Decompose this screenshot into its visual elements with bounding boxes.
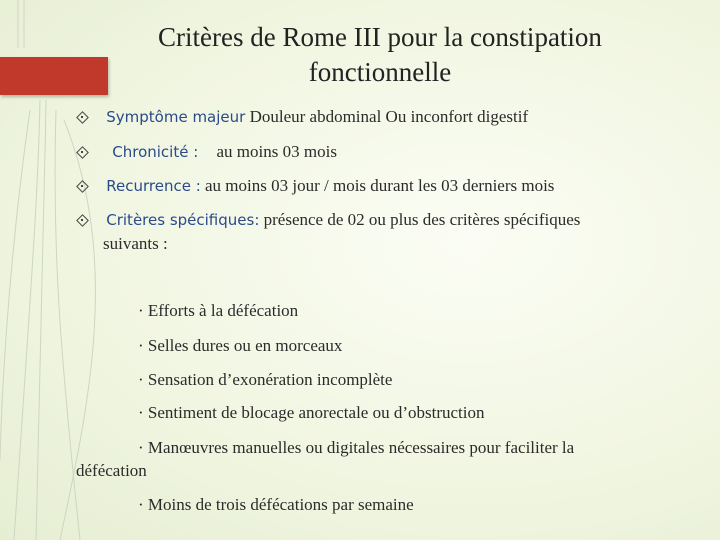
criterion-item: · Manœuvres manuelles ou digitales nécessaires pour faciliter la <box>138 438 575 457</box>
criterion-item: · Efforts à la défécation <box>138 301 299 320</box>
bullet-label: Chronicité : <box>112 143 199 161</box>
criterion-item: · Sensation d’exonération incomplète <box>138 370 393 389</box>
bullet-label: Critères spécifiques: <box>106 211 260 229</box>
criterion-item: · Moins de trois défécations par semaine <box>138 495 414 514</box>
diamond-bullet-icon <box>76 214 88 226</box>
bullet-chronicity <box>76 140 337 164</box>
bullet-text: Douleur abdominal Ou inconfort digestif <box>249 107 529 126</box>
bullet-label: Symptôme majeur <box>106 108 246 126</box>
title-line-2: fonctionnelle <box>308 57 452 87</box>
bullet-text-continuation: suivants : <box>103 234 168 253</box>
title-accent-bar <box>0 57 108 95</box>
diamond-bullet-icon <box>76 180 88 192</box>
title-line-1: Critères de Rome III pour la constipation <box>158 22 602 52</box>
criterion-item-wrap: défécation <box>76 461 147 480</box>
bullet-label: Recurrence : <box>106 177 201 195</box>
diamond-bullet-icon <box>76 146 88 158</box>
bullet-text: au moins 03 jour / mois durant les 03 derniers mois <box>205 176 555 195</box>
slide-title <box>115 20 645 90</box>
bullet-recurrence <box>76 174 554 198</box>
diamond-bullet-icon <box>76 111 88 123</box>
bullet-text: au moins 03 mois <box>216 142 337 161</box>
criterion-item: · Selles dures ou en morceaux <box>138 336 343 355</box>
bullet-specific-criteria <box>76 208 580 232</box>
bullet-text: présence de 02 ou plus des critères spécifiques <box>263 210 581 229</box>
bullet-symptom <box>76 105 528 129</box>
criterion-item: · Sentiment de blocage anorectale ou d’obstruction <box>138 403 485 422</box>
